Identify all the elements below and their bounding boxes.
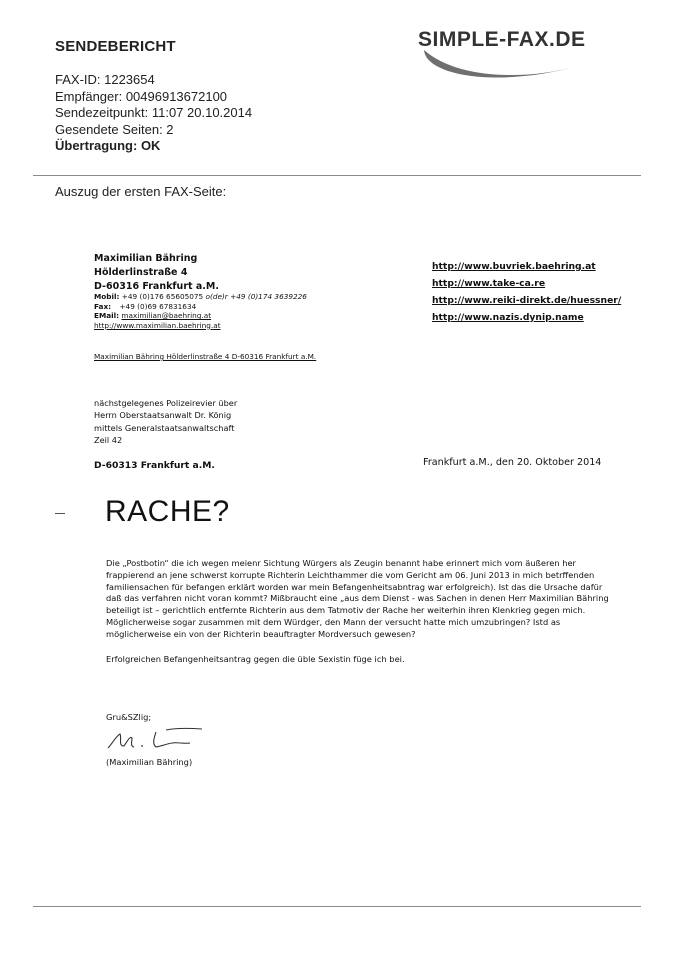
signature-icon xyxy=(106,726,206,754)
email-label: EMail: xyxy=(94,311,120,321)
recipient-number: Empfänger: 00496913672100 xyxy=(55,88,228,104)
recipient-line: nächstgelegenes Polizeirevier über xyxy=(94,398,238,408)
fax-label: Fax: xyxy=(94,301,112,311)
sender-street: Hölderlinstraße 4 xyxy=(94,267,188,278)
transmission-status: Übertragung: OK xyxy=(55,138,161,153)
recipient-line: mittels Generalstaatsanwaltschaft xyxy=(94,422,235,433)
fax-value: +49 (0)69 67831634 xyxy=(119,301,197,311)
excerpt-label: Auszug der ersten FAX-Seite: xyxy=(55,184,227,199)
send-time: Sendezeitpunkt: 11:07 20.10.2014 xyxy=(55,105,253,120)
sent-pages: Gesendete Seiten: 2 xyxy=(55,121,174,137)
fold-mark xyxy=(55,513,65,514)
recipient-line: Zeil 42 xyxy=(94,435,123,446)
greeting: Gru&SZlig; xyxy=(106,712,152,722)
report-title: SENDEBERICHT xyxy=(55,38,176,55)
fax-id: FAX-ID: 1223654 xyxy=(55,72,155,87)
sender-city: D-60316 Frankfurt a.M. xyxy=(94,281,219,292)
simple-fax-logo xyxy=(418,28,638,84)
recipient-block xyxy=(94,397,237,447)
logo-swoosh-icon xyxy=(418,46,638,86)
body-paragraph: Erfolgreichen Befangenheitsantrag gegen die üble Sexistin füge ich bei. xyxy=(106,653,405,664)
place-date: Frankfurt a.M., den 20. Oktober 2014 xyxy=(423,457,602,468)
mobile-value: +49 (0)176 65605075 xyxy=(121,292,204,301)
return-address: Maximilian Bähring Hölderlinstraße 4 D-60316 Frankfurt a.M. xyxy=(94,352,317,361)
logo-text: SIMPLE-FAX.DE xyxy=(418,28,586,51)
link-buvriek[interactable]: http://www.buvriek.baehring.at xyxy=(432,261,596,272)
sender-name: Maximilian Bähring xyxy=(94,253,198,264)
recipient-line: Herrn Oberstaatsanwalt Dr. König xyxy=(94,410,232,421)
mobile-alt: o(de)r +49 (0)174 3639226 xyxy=(205,292,307,301)
letter-body xyxy=(106,558,616,678)
sender-website-link[interactable]: http://www.maximilian.baehring.at xyxy=(94,320,221,330)
mobile-label: Mobil: xyxy=(94,292,120,301)
link-nazis[interactable]: http://www.nazis.dynip.name xyxy=(432,312,584,323)
link-take-care[interactable]: http://www.take-ca.re xyxy=(432,278,546,289)
fax-meta xyxy=(55,72,252,155)
sender-contacts xyxy=(94,292,307,330)
email-link[interactable]: maximilian@baehring.at xyxy=(121,311,212,321)
link-list xyxy=(432,258,621,326)
recipient-city: D-60313 Frankfurt a.M. xyxy=(94,460,215,471)
divider-bottom xyxy=(33,906,641,907)
sender-block xyxy=(94,252,219,294)
subject-heading: RACHE? xyxy=(105,495,230,528)
signature-name: (Maximilian Bähring) xyxy=(106,757,193,767)
link-reiki[interactable]: http://www.reiki-direkt.de/huessner/ xyxy=(432,295,622,306)
body-paragraph: Die „Postbotin“ die ich wegen meienr Sichtung Würgers als Zeugin benannt habe erinnert mich vom äußeren her frappierend an jene schwerst korrupte Richterin Leichthammer die vom Gericht am 06. Juni 2013 in mich betrffenden familiensachen für befangen erklärt worden war mein Befangenheitsabntrag war erfolgreich). Ist das die Ursache dafür daß das verfahren nicht voran kommt? Mißbraucht eine „aus dem Dienst - was Sachen in denen Herr Maximilian Bähring beteiligt ist – gerichtlich entfernte Richterin aus dem Tatmotiv der Rache her weiterhin ihren Klenkrieg gegen mich. Möglicherweise sogar zusammen mit dem Würdger, den Mann der versucht hatte mich umzubringen? Istd as möglicherweise ein von der Richterin beauftragter Mordversuch gewesen? xyxy=(106,558,609,639)
divider-top xyxy=(33,175,641,176)
